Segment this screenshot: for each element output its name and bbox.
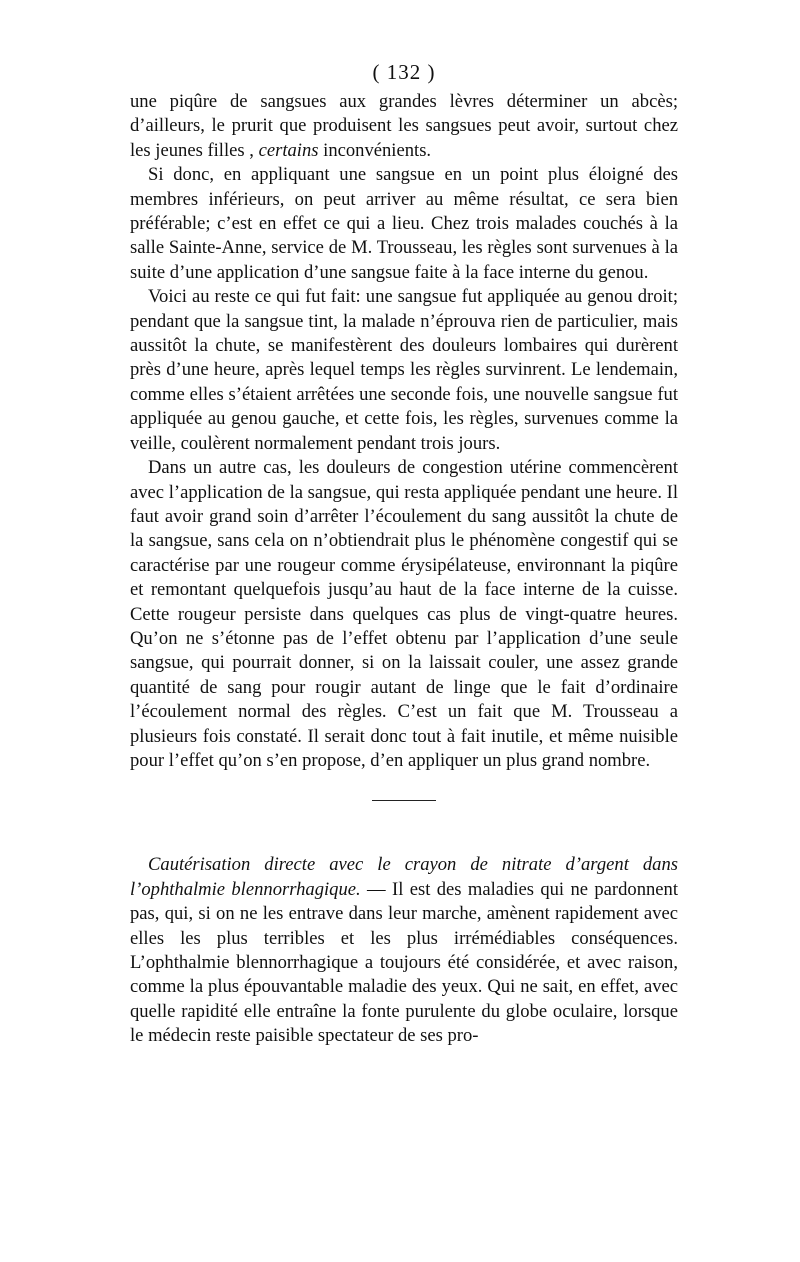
- paragraph-4: Dans un autre cas, les douleurs de congestion utérine commencèrent avec l’application de la sangsue, qui resta appliquée pendant une heure. Il faut avoir grand soin d’arrêter l’écoulement du sang aussitôt la chute de la sangsue, sans cela on n’obtiendrait plus le phénomène congestif qui se caractérise par une rougeur comme érysipélateuse, environnant la piqûre et remontant quelquefois jusqu’au haut de la face interne de la cuisse. Cette rougeur persiste dans quelques cas plus de vingt-quatre heures. Qu’on ne s’étonne pas de l’effet obtenu par l’application d’une seule sangsue, qui pourrait donner, si on la laissait couler, une assez grande quantité de sang pour rougir autant de linge que le fait d’ordinaire l’écoulement normal des règles. C’est un fait que M. Trousseau a plusieurs fois constaté. Il serait donc tout à fait inutile, et même nuisible pour l’effet qu’on s’en propose, d’en appliquer un plus grand nombre.: [130, 457, 678, 771]
- paragraph-1-end: inconvénients.: [323, 139, 432, 161]
- paragraph-1-emphasis: certains: [258, 139, 319, 161]
- paragraph-1: [130, 90, 678, 163]
- section-paragraph: [130, 853, 678, 1048]
- page-number: ( 132 ): [372, 60, 436, 84]
- section-divider: [372, 800, 436, 801]
- paragraph-1-text: une piqûre de sangsues aux grandes lèvres déterminer un abcès; d’ailleurs, le prurit que produisent les sangsues peut avoir, surtout chez les jeunes filles ,: [130, 91, 678, 161]
- paragraph-2: Si donc, en appliquant une sangsue en un point plus éloigné des membres inférieurs, on peut arriver au même résultat, ce sera bien préférable; c’est en effet ce qui a lieu. Chez trois malades couchés à la salle Sainte-Anne, service de M. Trousseau, les règles sont survenues à la suite d’une application d’une sangsue faite à la face interne du genou.: [130, 164, 678, 283]
- section-body: Il est des maladies qui ne pardonnent pas, qui, si on ne les entrave dans leur marche, amènent rapidement avec elles les plus terribles et les plus irrémédiables conséquences. L’ophthalmie blennorrhagique a toujours été considérée, et avec raison, comme la plus épouvantable maladie des yeux. Qui ne sait, en effet, avec quelle rapidité elle entraîne la fonte purulente du globe oculaire, lorsque le médecin reste paisible spectateur de ses pro-: [130, 878, 679, 1047]
- page: [130, 58, 678, 1049]
- paragraph-3: Voici au reste ce qui fut fait: une sangsue fut appliquée au genou droit; pendant que la sangsue tint, la malade n’éprouva rien de particulier, mais aussitôt la chute, se manifestèrent des douleurs lombaires qui durèrent près d’une heure, après lequel temps les règles survinrent. Le lendemain, comme elles s’étaient arrêtées une seconde fois, une nouvelle sangsue fut appliquée au genou gauche, et cette fois, les règles, survenues comme la veille, coulèrent normalement pendant trois jours.: [130, 286, 678, 454]
- section-title: Cautérisation directe avec le crayon de nitrate d’argent dans l’ophthalmie blennorrhagique.: [130, 854, 678, 900]
- section-separator: —: [360, 878, 393, 900]
